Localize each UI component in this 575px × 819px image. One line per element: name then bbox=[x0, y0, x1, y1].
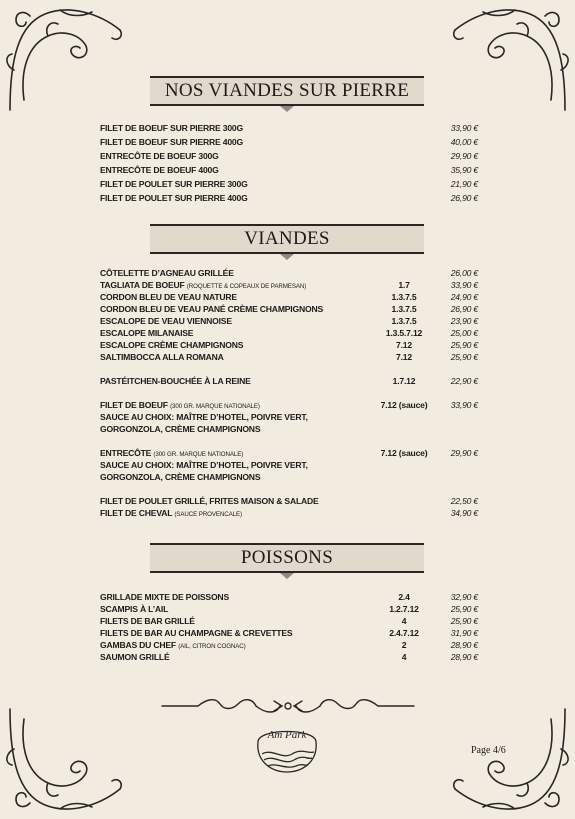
flourish-divider bbox=[158, 695, 418, 717]
allergen-code: 1.2.7.12 bbox=[389, 604, 419, 614]
header-pointer-icon bbox=[280, 573, 294, 579]
item-note: (AIL, CITRON COGNAC) bbox=[178, 643, 246, 650]
item-name: FILETS DE BAR AU CHAMPAGNE & CREVETTES bbox=[100, 628, 293, 638]
item-price: 28,90 € bbox=[450, 640, 478, 650]
allergen-code: 2.4 bbox=[398, 592, 410, 602]
corner-ornament-top-left bbox=[0, 0, 130, 120]
item-price: 28,90 € bbox=[450, 652, 478, 662]
menu-item bbox=[100, 651, 478, 663]
menu-item bbox=[100, 351, 478, 363]
menu-item bbox=[100, 375, 478, 387]
item-name: ENTRECÔTE bbox=[100, 448, 152, 458]
allergen-code: 1.7.12 bbox=[392, 376, 416, 386]
menu-item bbox=[100, 291, 478, 303]
item-name: FILET DE POULET SUR PIERRE 300G bbox=[100, 179, 248, 189]
item-name: ESCALOPE MILANAISE bbox=[100, 328, 194, 338]
item-price: 29,90 € bbox=[450, 151, 478, 161]
logo-text: Am Park bbox=[267, 729, 307, 741]
item-price: 29,90 € bbox=[450, 448, 478, 458]
item-name: ESCALOPE DE VEAU VIENNOISE bbox=[100, 316, 232, 326]
menu-item bbox=[100, 399, 478, 411]
item-name: ESCALOPE CRÈME CHAMPIGNONS bbox=[100, 340, 244, 350]
menu-item bbox=[100, 192, 478, 204]
allergen-code: 1.7 bbox=[398, 280, 410, 290]
item-price: 35,90 € bbox=[450, 165, 478, 175]
item-name: ENTRECÔTE DE BOEUF 300G bbox=[100, 151, 219, 161]
item-price: 26,90 € bbox=[450, 304, 478, 314]
section-header-poissons bbox=[150, 543, 424, 573]
menu-item bbox=[100, 315, 478, 327]
menu-item bbox=[100, 267, 478, 279]
section-header-viandes bbox=[150, 224, 424, 254]
corner-ornament-bottom-left bbox=[0, 689, 130, 819]
item-name: GAMBAS DU CHEF bbox=[100, 640, 176, 650]
section-title: POISSONS bbox=[240, 547, 334, 568]
menu-item bbox=[100, 507, 478, 519]
item-price: 22,90 € bbox=[450, 376, 478, 386]
item-name: FILETS DE BAR GRILLÉ bbox=[100, 616, 195, 626]
item-name: FILET DE CHEVAL bbox=[100, 508, 173, 518]
item-name: PASTÉITCHEN-BOUCHÉE À LA REINE bbox=[100, 376, 251, 386]
item-name: FILET DE POULET SUR PIERRE 400G bbox=[100, 193, 248, 203]
item-note: (300 GR. MARQUE NATIONALE) bbox=[170, 403, 260, 410]
item-name: SAUMON GRILLÉ bbox=[100, 652, 170, 662]
item-note: (300 GR. MARQUE NATIONALE) bbox=[153, 451, 244, 458]
item-price: 33,90 € bbox=[450, 123, 478, 133]
sauce-choice-line: GORGONZOLA, CRÈME CHAMPIGNONS bbox=[100, 424, 261, 434]
item-price: 33,90 € bbox=[450, 280, 478, 290]
item-price: 33,90 € bbox=[450, 400, 478, 410]
menu-item bbox=[100, 178, 478, 190]
item-name: FILET DE BOEUF SUR PIERRE 300G bbox=[100, 123, 243, 133]
allergen-code: 1.3.7.5 bbox=[391, 304, 417, 314]
item-name: ENTRECÔTE DE BOEUF 400G bbox=[100, 165, 219, 175]
menu-item bbox=[100, 495, 478, 507]
item-price: 25,90 € bbox=[450, 352, 478, 362]
item-price: 34,90 € bbox=[450, 508, 478, 518]
menu-item bbox=[100, 603, 478, 615]
menu-item bbox=[100, 279, 478, 291]
item-name: CORDON BLEU DE VEAU NATURE bbox=[100, 292, 237, 302]
corner-ornament-top-right bbox=[445, 0, 575, 120]
section-title: VIANDES bbox=[244, 228, 330, 249]
item-note: (SAUCE PROVENCALE) bbox=[174, 511, 242, 518]
item-price: 22,50 € bbox=[450, 496, 478, 506]
menu-item bbox=[100, 591, 478, 603]
allergen-code: 1.3.7.5 bbox=[391, 316, 417, 326]
item-name-wrap bbox=[100, 507, 242, 521]
header-pointer-icon bbox=[280, 106, 294, 112]
sauce-choice-line: SAUCE AU CHOIX: MAÎTRE D’HOTEL, POIVRE VERT, bbox=[100, 412, 308, 422]
menu-item bbox=[100, 447, 478, 459]
item-price: 23,90 € bbox=[450, 316, 478, 326]
allergen-code: 2 bbox=[401, 640, 407, 650]
item-name: SALTIMBOCCA ALLA ROMANA bbox=[100, 352, 224, 362]
item-price: 24,90 € bbox=[450, 292, 478, 302]
item-price: 25,90 € bbox=[450, 340, 478, 350]
item-name: SCAMPIS À L’AIL bbox=[100, 604, 169, 614]
item-price: 25,90 € bbox=[450, 616, 478, 626]
item-name: CÔTELETTE D’AGNEAU GRILLÉE bbox=[100, 268, 234, 278]
item-name: CORDON BLEU DE VEAU PANÉ CRÈME CHAMPIGNONS bbox=[100, 304, 324, 314]
allergen-code: 7.12 (sauce) bbox=[380, 400, 428, 410]
item-price: 40,00 € bbox=[450, 137, 478, 147]
page-number: Page 4/6 bbox=[471, 745, 506, 756]
item-price: 25,00 € bbox=[450, 328, 478, 338]
menu-item bbox=[100, 164, 478, 176]
item-name: GRILLADE MIXTE DE POISSONS bbox=[100, 592, 229, 602]
menu-item bbox=[100, 150, 478, 162]
sauce-choice-line: GORGONZOLA, CRÈME CHAMPIGNONS bbox=[100, 472, 261, 482]
item-name: TAGLIATA DE BOEUF bbox=[100, 280, 185, 290]
allergen-code: 2.4.7.12 bbox=[389, 628, 419, 638]
section-title: NOS VIANDES SUR PIERRE bbox=[164, 80, 410, 101]
menu-item bbox=[100, 627, 478, 639]
allergen-code: 1.3.7.5 bbox=[391, 292, 417, 302]
sauce-choice-line: SAUCE AU CHOIX: MAÎTRE D’HOTEL, POIVRE VERT, bbox=[100, 460, 308, 470]
allergen-code: 7.12 bbox=[396, 352, 412, 362]
item-price: 21,90 € bbox=[450, 179, 478, 189]
menu-item bbox=[100, 615, 478, 627]
item-name: FILET DE BOEUF bbox=[100, 400, 168, 410]
menu-item bbox=[100, 303, 478, 315]
menu-item bbox=[100, 639, 478, 651]
allergen-code: 4 bbox=[401, 616, 407, 626]
item-note: (ROQUETTE & COPEAUX DE PARMESAN) bbox=[186, 283, 307, 290]
menu-item bbox=[100, 339, 478, 351]
item-name: FILET DE POULET GRILLÉ, FRITES MAISON & SALADE bbox=[100, 496, 319, 506]
menu-item bbox=[100, 136, 478, 148]
item-name: FILET DE BOEUF SUR PIERRE 400G bbox=[100, 137, 243, 147]
corner-ornament-bottom-right bbox=[445, 689, 575, 819]
item-price: 31,90 € bbox=[450, 628, 478, 638]
item-price: 26,90 € bbox=[450, 193, 478, 203]
allergen-code: 7.12 (sauce) bbox=[380, 448, 428, 458]
allergen-code: 7.12 bbox=[396, 340, 412, 350]
item-price: 26,00 € bbox=[450, 268, 478, 278]
item-price: 32,90 € bbox=[450, 592, 478, 602]
allergen-code: 4 bbox=[401, 652, 407, 662]
menu-item bbox=[100, 122, 478, 134]
header-pointer-icon bbox=[280, 254, 294, 260]
allergen-code: 1.3.5.7.12 bbox=[385, 328, 423, 338]
item-price: 25,90 € bbox=[450, 604, 478, 614]
menu-item bbox=[100, 327, 478, 339]
section-header-viandes-sur-pierre bbox=[150, 76, 424, 106]
